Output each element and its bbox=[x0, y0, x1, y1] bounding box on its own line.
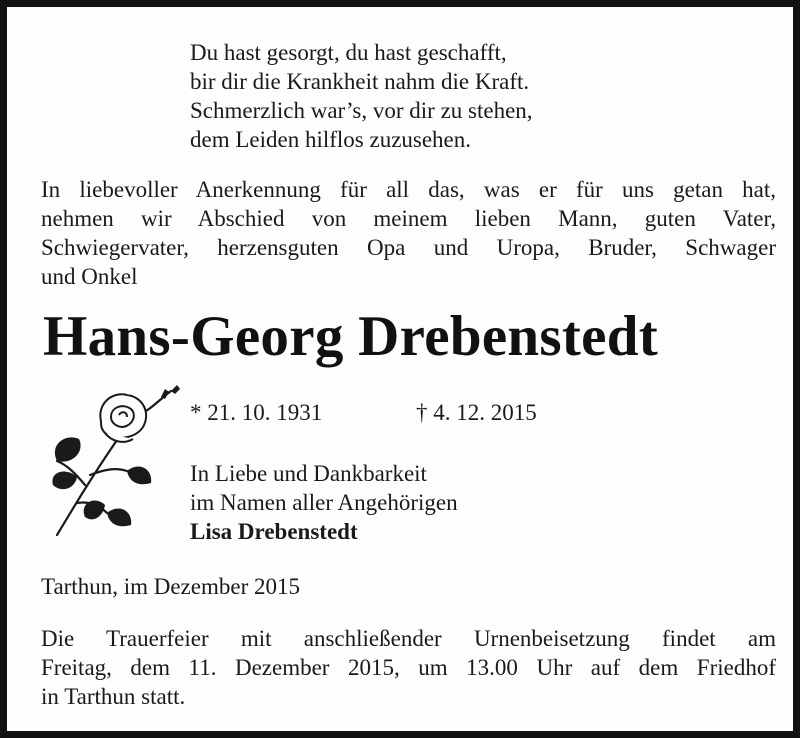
poem bbox=[190, 38, 533, 154]
rose-icon bbox=[45, 375, 185, 540]
intro-line: nehmen wir Abschied von meinem lieben Mann, guten Vater, bbox=[41, 206, 776, 231]
poem-line: dem Leiden hilflos zuzusehen. bbox=[190, 127, 472, 152]
deceased-name: Hans-Georg Drebenstedt bbox=[43, 305, 659, 368]
birth-date: * 21. 10. 1931 bbox=[190, 400, 323, 425]
funeral-info bbox=[41, 624, 776, 711]
signature-line: In Liebe und Dankbarkeit bbox=[190, 461, 427, 486]
life-dates bbox=[190, 398, 537, 427]
place-date: Tarthun, im Dezember 2015 bbox=[41, 574, 300, 599]
death-date: † 4. 12. 2015 bbox=[416, 400, 537, 425]
intro-text bbox=[41, 175, 776, 291]
funeral-line: in Tarthun statt. bbox=[41, 684, 186, 709]
intro-line: und Onkel bbox=[41, 264, 138, 289]
intro-line: In liebevoller Anerkennung für all das, was er für uns getan hat, bbox=[41, 177, 776, 202]
intro-line: Schwiegervater, herzensguten Opa und Uropa, Bruder, Schwager bbox=[41, 235, 776, 260]
signature-block bbox=[190, 459, 458, 546]
signer-name: Lisa Drebenstedt bbox=[190, 519, 358, 544]
poem-line: bir dir die Krankheit nahm die Kraft. bbox=[190, 69, 530, 94]
funeral-line: Die Trauerfeier mit anschließender Urnenbeisetzung findet am bbox=[41, 626, 776, 651]
signature-line: im Namen aller Angehörigen bbox=[190, 490, 458, 515]
funeral-line: Freitag, dem 11. Dezember 2015, um 13.00 Uhr auf dem Friedhof bbox=[41, 655, 776, 680]
poem-line: Du hast gesorgt, du hast geschafft, bbox=[190, 40, 507, 65]
poem-line: Schmerzlich war’s, vor dir zu stehen, bbox=[190, 98, 533, 123]
